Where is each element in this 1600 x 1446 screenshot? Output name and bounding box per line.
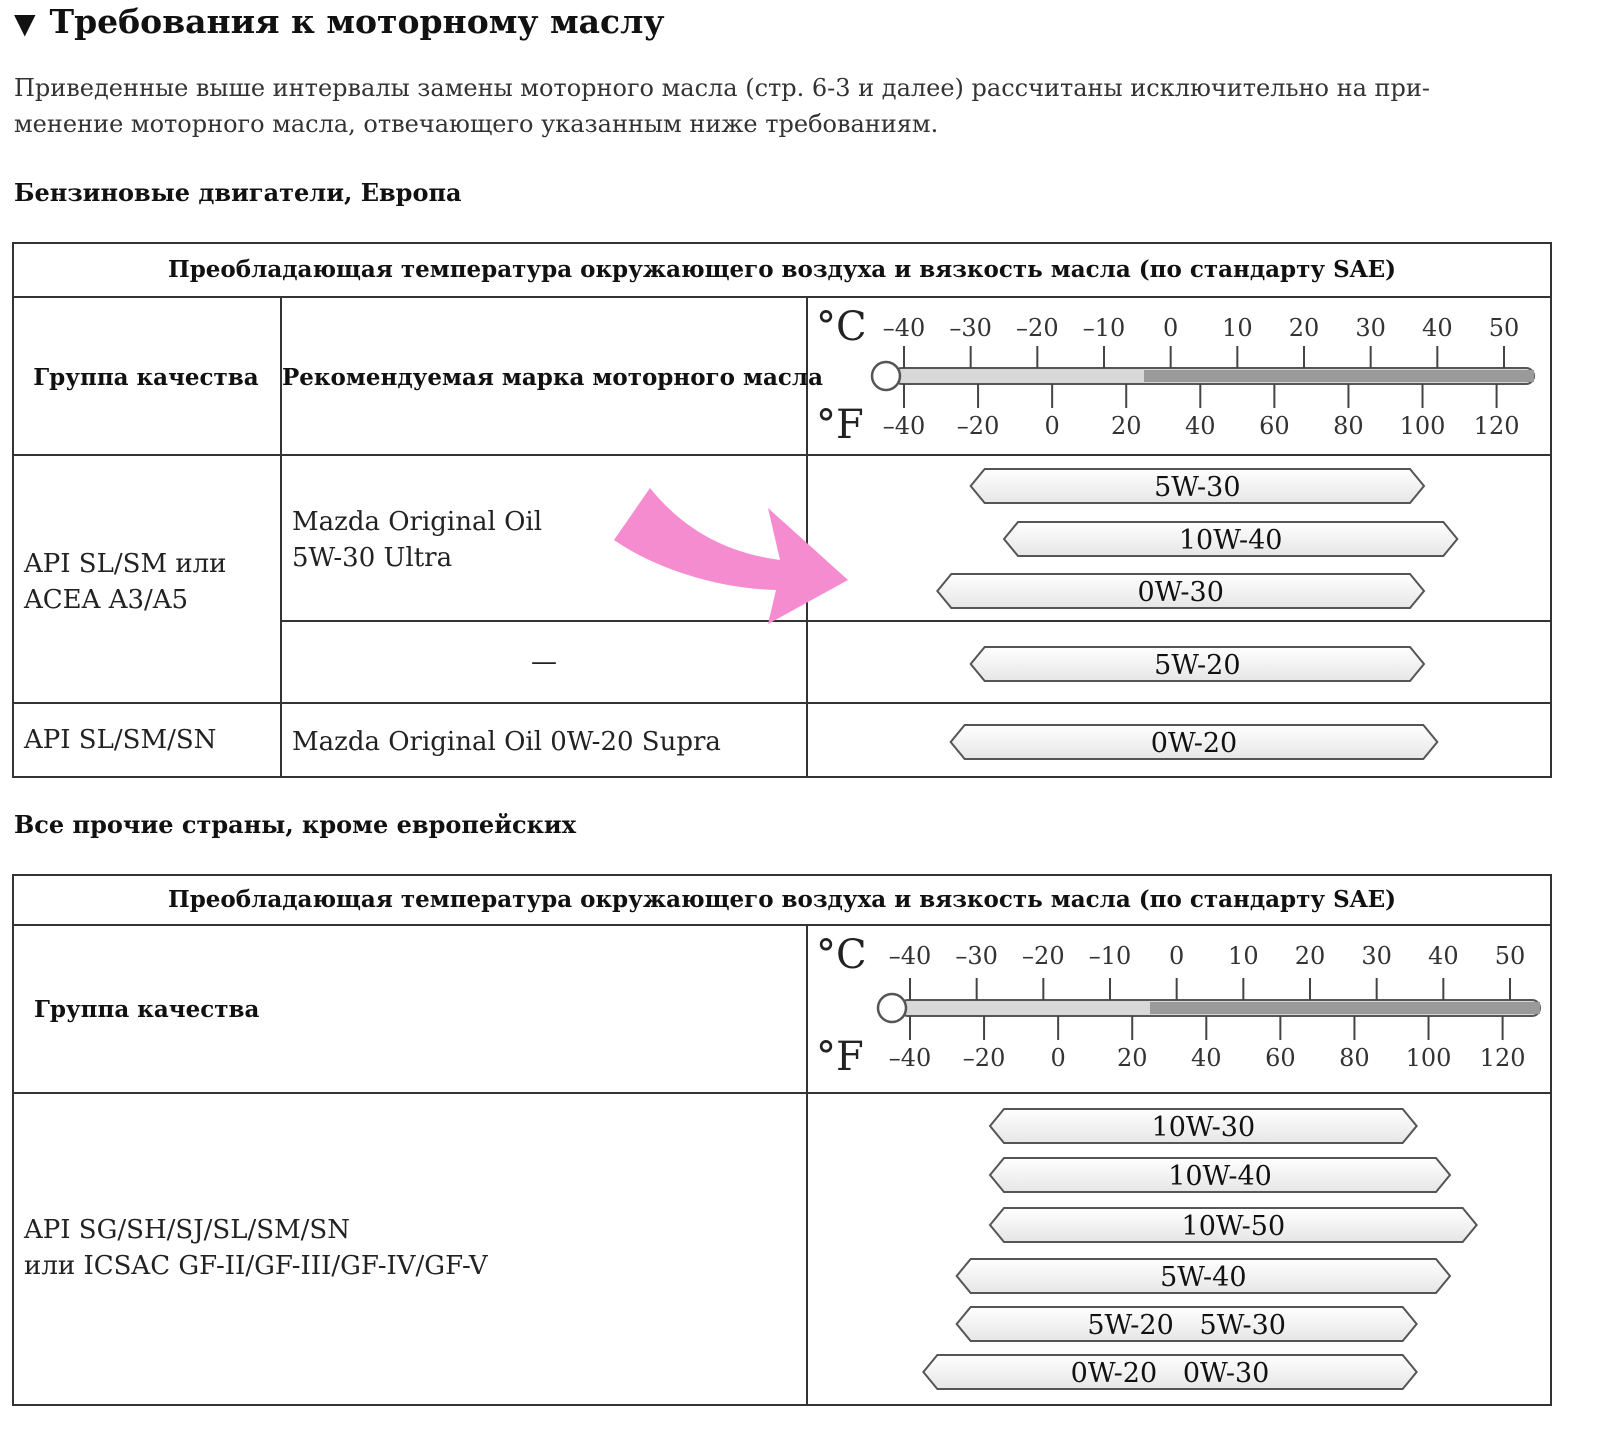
europe-row2-quality: API SL/SM/SN [24, 725, 217, 755]
fahrenheit-tick-label: 0 [1044, 412, 1060, 440]
page-title [14, 2, 665, 41]
fahrenheit-tick-label: 120 [1479, 1044, 1526, 1072]
celsius-tick-label: –10 [1082, 314, 1126, 342]
intro-paragraph [14, 70, 1574, 142]
europe-row1-brand-empty: — [531, 647, 557, 677]
fahrenheit-tick-label: 100 [1399, 412, 1446, 440]
brand-line: 5W-30 Ultra [292, 543, 453, 573]
celsius-unit: °C [816, 304, 867, 350]
thermometer-fill [1150, 1002, 1540, 1014]
europe-row2-brand: Mazda Original Oil 0W-20 Supra [292, 727, 721, 757]
fahrenheit-tick-label: 80 [1339, 1044, 1370, 1072]
fahrenheit-unit: °F [816, 1034, 864, 1080]
celsius-tick-label: 50 [1488, 314, 1520, 342]
viscosity-band-label: 10W-50 [1181, 1211, 1286, 1242]
fahrenheit-tick-label: 60 [1265, 1044, 1296, 1072]
viscosity-band-label: 0W-20 0W-30 [1070, 1358, 1270, 1389]
celsius-tick-label: 30 [1361, 942, 1392, 970]
fahrenheit-tick-label: –20 [956, 412, 1000, 440]
europe-col-quality: Группа качества [33, 364, 259, 391]
celsius-tick-label: –10 [1088, 942, 1132, 970]
viscosity-band-label: 5W-20 [1154, 650, 1241, 681]
brand-line: Mazda Original Oil [292, 507, 543, 537]
celsius-tick-label: 40 [1428, 942, 1459, 970]
viscosity-band-label: 5W-30 [1154, 472, 1241, 503]
europe-row1-brand [292, 504, 542, 576]
fahrenheit-tick-label: 40 [1185, 412, 1216, 440]
collapse-triangle-icon[interactable]: ▼ [14, 7, 36, 40]
celsius-tick-label: 40 [1422, 314, 1453, 342]
section-other-title: Все прочие страны, кроме европейских [14, 810, 577, 839]
other-row1-quality [24, 1212, 488, 1284]
celsius-tick-label: 20 [1294, 942, 1326, 970]
celsius-tick-label: 0 [1169, 942, 1185, 970]
fahrenheit-tick-label: 40 [1191, 1044, 1222, 1072]
viscosity-band-label: 5W-20 5W-30 [1087, 1310, 1286, 1341]
celsius-tick-label: –20 [1016, 314, 1059, 342]
other-viscosity-bands [808, 1094, 1552, 1406]
section-europe-title: Бензиновые двигатели, Европа [14, 178, 462, 207]
thermometer-bulb [878, 994, 906, 1022]
pink-arrow-icon [600, 470, 860, 630]
fahrenheit-tick-label: 80 [1333, 412, 1364, 440]
europe-row1-quality [24, 546, 227, 618]
celsius-unit: °C [816, 932, 867, 978]
celsius-tick-label: 30 [1355, 314, 1386, 342]
celsius-tick-label: –30 [955, 942, 998, 970]
celsius-tick-label: 20 [1288, 314, 1320, 342]
other-table-header: Преобладающая температура окружающего воздуха и вязкость масла (по стандарту SAE) [167, 886, 1396, 913]
viscosity-band-label: 10W-30 [1151, 1112, 1256, 1143]
celsius-tick-label: –40 [888, 942, 932, 970]
thermometer-bulb [872, 362, 900, 390]
celsius-tick-label: –40 [882, 314, 926, 342]
celsius-tick-label: –30 [949, 314, 992, 342]
europe-viscosity-bands [808, 456, 1552, 778]
quality-line: или ICSAC GF-II/GF-III/GF-IV/GF-V [24, 1251, 488, 1281]
other-temperature-scale [808, 926, 1552, 1092]
page-title-text: Требования к моторному маслу [49, 2, 665, 41]
viscosity-band-label: 5W-40 [1160, 1262, 1247, 1293]
other-col-quality: Группа качества [34, 996, 260, 1023]
fahrenheit-tick-label: 20 [1116, 1044, 1148, 1072]
viscosity-band-label: 0W-30 [1137, 577, 1224, 608]
fahrenheit-tick-label: 0 [1050, 1044, 1066, 1072]
fahrenheit-tick-label: 20 [1110, 412, 1142, 440]
celsius-tick-label: 10 [1228, 942, 1259, 970]
viscosity-band-label: 0W-20 [1150, 728, 1238, 759]
celsius-tick-label: 10 [1222, 314, 1253, 342]
fahrenheit-tick-label: 60 [1259, 412, 1290, 440]
fahrenheit-tick-label: 120 [1473, 412, 1520, 440]
intro-line-1: Приведенные выше интервалы замены моторного масла (стр. 6-3 и далее) рассчитаны исключительно на при- [14, 74, 1430, 102]
intro-line-2: менение моторного масла, отвечающего указанным ниже требованиям. [14, 110, 939, 138]
celsius-tick-label: 0 [1163, 314, 1179, 342]
quality-line: ACEA A3/A5 [24, 585, 189, 615]
thermometer-fill [1144, 370, 1534, 382]
quality-line: API SL/SM или [24, 549, 227, 579]
quality-line: API SG/SH/SJ/SL/SM/SN [24, 1215, 350, 1245]
europe-temperature-scale [808, 298, 1552, 454]
fahrenheit-tick-label: –40 [882, 412, 926, 440]
celsius-tick-label: 50 [1494, 942, 1526, 970]
fahrenheit-unit: °F [816, 402, 864, 448]
viscosity-band-label: 10W-40 [1178, 525, 1283, 556]
fahrenheit-tick-label: 100 [1405, 1044, 1452, 1072]
celsius-tick-label: –20 [1022, 942, 1065, 970]
viscosity-band-label: 10W-40 [1168, 1161, 1272, 1192]
fahrenheit-tick-label: –40 [888, 1044, 932, 1072]
fahrenheit-tick-label: –20 [962, 1044, 1006, 1072]
europe-table-header: Преобладающая температура окружающего воздуха и вязкость масла (по стандарту SAE) [167, 256, 1396, 283]
europe-col-brand: Рекомендуемая марка моторного масла [282, 364, 823, 391]
